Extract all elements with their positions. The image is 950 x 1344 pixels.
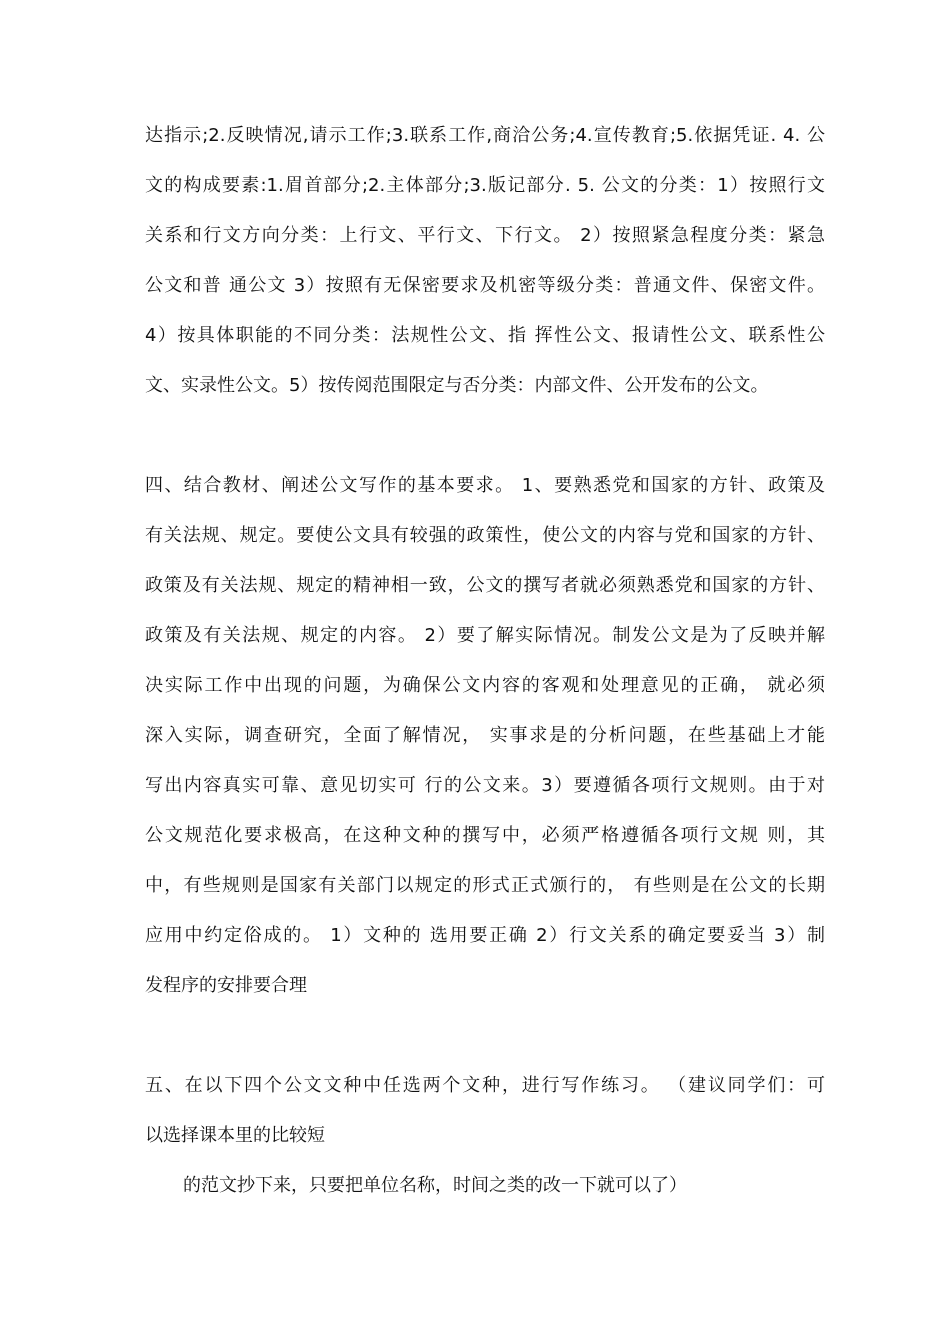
section-heading-line: 五、在以下四个公文文种中任选两个文种，进行写作练习。 （建议同学们：可	[145, 1075, 825, 1096]
text-line: 文的构成要素:1.眉首部分;2.主体部分;3.版记部分. 5. 公文的分类：1）按照行文	[145, 175, 825, 196]
text-line: 政策及有关法规、规定的精神相一致，公文的撰写者就必须熟悉党和国家的方针、	[145, 575, 825, 596]
text-line: 关系和行文方向分类：上行文、平行文、下行文。 2）按照紧急程度分类：紧急	[145, 225, 825, 246]
text-line: 达指示;2.反映情况,请示工作;3.联系工作,商洽公务;4.宣传教育;5.依据凭证. 4. 公	[145, 125, 825, 146]
text-line: 发程序的安排要合理	[145, 975, 307, 996]
text-line: 中，有些规则是国家有关部门以规定的形式正式颁行的， 有些则是在公文的长期	[145, 875, 825, 896]
text-line: 公文和普 通公文 3）按照有无保密要求及机密等级分类：普通文件、保密文件。	[145, 275, 825, 296]
text-line: 写出内容真实可靠、意见切实可 行的公文来。3）要遵循各项行文规则。由于对	[145, 775, 825, 796]
section-heading-line: 四、结合教材、阐述公文写作的基本要求。 1、要熟悉党和国家的方针、政策及	[145, 475, 825, 496]
text-line: 有关法规、规定。要使公文具有较强的政策性，使公文的内容与党和国家的方针、	[145, 525, 825, 546]
text-line: 决实际工作中出现的问题，为确保公文内容的客观和处理意见的正确， 就必须	[145, 675, 825, 696]
text-line: 4）按具体职能的不同分类：法规性公文、指 挥性公文、报请性公文、联系性公	[145, 325, 825, 346]
text-line: 的范文抄下来，只要把单位名称，时间之类的改一下就可以了）	[183, 1175, 687, 1196]
text-line: 文、实录性公文。5）按传阅范围限定与否分类：内部文件、公开发布的公文。	[145, 375, 769, 396]
text-line: 公文规范化要求极高，在这种文种的撰写中，必须严格遵循各项行文规 则，其	[145, 825, 825, 846]
text-line: 深入实际，调查研究，全面了解情况， 实事求是的分析问题，在些基础上才能	[145, 725, 825, 746]
text-line: 以选择课本里的比较短	[145, 1125, 325, 1146]
text-line: 应用中约定俗成的。 1）文种的 选用要正确 2）行文关系的确定要妥当 3）制	[145, 925, 825, 946]
text-line: 政策及有关法规、规定的内容。 2）要了解实际情况。制发公文是为了反映并解	[145, 625, 825, 646]
